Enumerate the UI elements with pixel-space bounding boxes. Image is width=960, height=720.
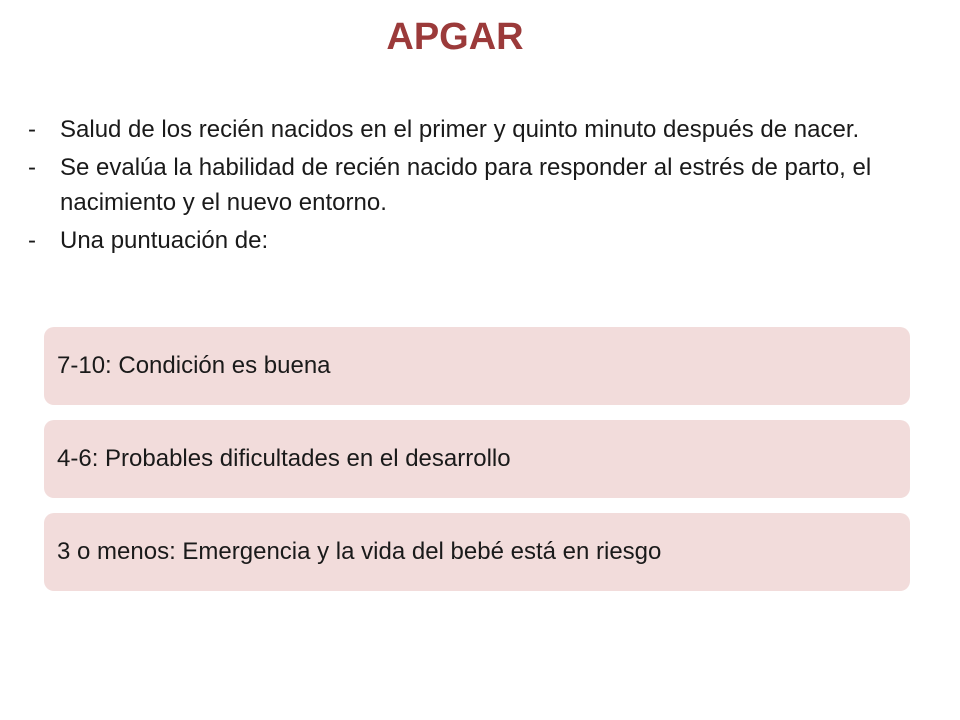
- score-box-good: [44, 327, 910, 405]
- bullet-dash: -: [28, 116, 36, 143]
- bullet-item-health: [28, 112, 888, 147]
- score-box-emergency: [44, 513, 910, 591]
- bullet-text-score-intro: Una puntuación de:: [60, 227, 269, 254]
- bullet-text-evaluation: Se evalúa la habilidad de recién nacido para responder al estrés de parto, el nacimiento y el nuevo entorno.: [60, 154, 872, 216]
- bullet-item-score-intro: [28, 223, 888, 258]
- bullet-dash: -: [28, 227, 36, 254]
- bullet-text-health: Salud de los recién nacidos en el primer y quinto minuto después de nacer.: [60, 116, 860, 143]
- bullet-dash: -: [28, 154, 36, 181]
- score-label-emergency: 3 o menos: Emergencia y la vida del bebé está en riesgo: [57, 538, 662, 565]
- bullet-list: [28, 112, 888, 261]
- score-label-good: 7-10: Condición es buena: [57, 352, 331, 379]
- slide-title: APGAR: [386, 16, 524, 58]
- bullet-item-evaluation: [28, 150, 888, 220]
- score-label-difficulties: 4-6: Probables dificultades en el desarrollo: [57, 445, 511, 472]
- score-box-difficulties: [44, 420, 910, 498]
